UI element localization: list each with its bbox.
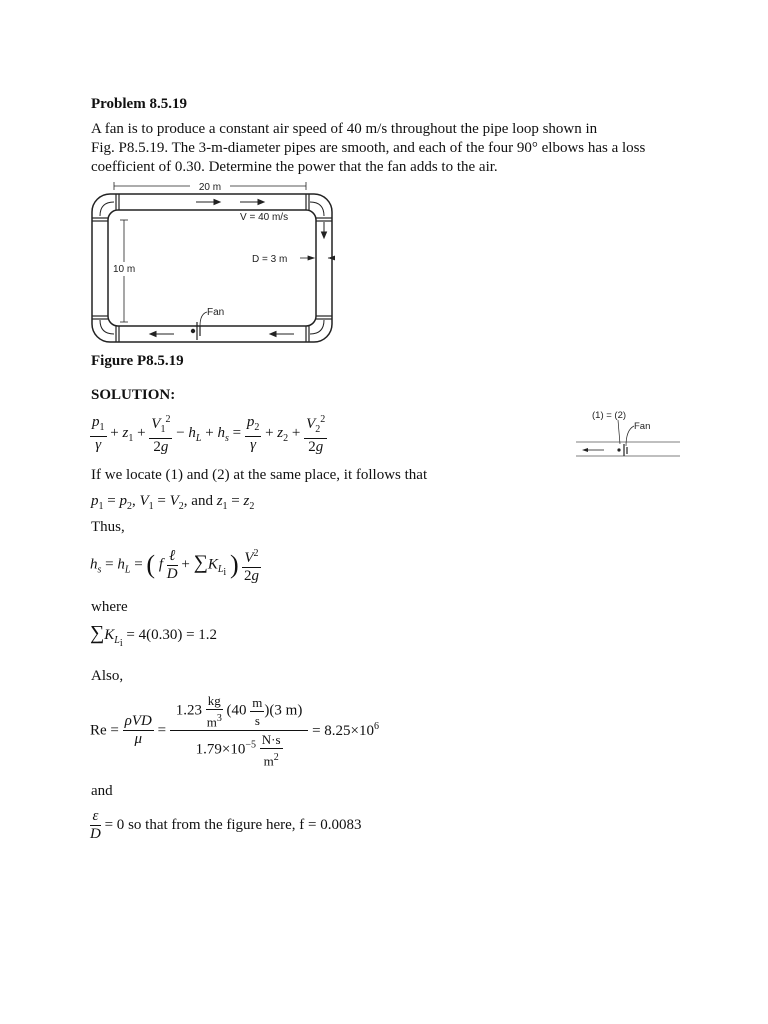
diameter-label: D = 3 m	[252, 254, 288, 265]
reynolds-equation: Re = $\frac{\text{ρVD}}{\mu}$ = 1.23 $\frac{kg}{m^3}$ (40 $\frac{m}{s}$ )(3 m) $1.79\times 10^{-5}$ $\frac{N\cdot s}{m^2}$ = $8.25\times 10^6$	[90, 693, 380, 769]
pipe-loop-figure	[90, 180, 335, 345]
re-velocity: 40	[231, 702, 247, 719]
friction-equation: $\frac{\varepsilon}{D}$ = 0 so that from the figure here, f = 0.0083	[90, 808, 362, 842]
energy-equation: $\frac{p_1}{\gamma}$ + $z_1$ + $\frac{V_1^2}{2g}$ − $h_L + h_s$ = $\frac{p_2}{\gamma}$ + $z_2$ + $\frac{V_2^2}{2g}$	[90, 411, 327, 456]
fan-detail-label: Fan	[634, 421, 651, 432]
locate-text: If we locate (1) and (2) at the same place, it follows that	[91, 467, 428, 483]
re-result-exp: 6	[374, 721, 380, 733]
fan-label: Fan	[207, 307, 225, 318]
problem-text-line-2: Fig. P8.5.19. The 3-m-diameter pipes are smooth, and each of the four 90° elbows has a loss	[91, 140, 646, 156]
thus-text: Thus,	[91, 519, 125, 535]
where-text: where	[91, 599, 128, 615]
re-viscosity: 1.79×10	[195, 741, 246, 758]
and-text: and	[91, 783, 113, 799]
head-loss-equation: $h_s = h_L$ = ( f $\frac{\text{ℓ}}{D}$ + $\sum K_{L_i}$ ) $\frac{V^2}{2g}$	[90, 545, 261, 585]
sum-k-rhs: = 4(0.30) = 1.2	[126, 627, 218, 643]
friction-text: so that from the figure here, f = 0.0083	[128, 816, 362, 833]
velocity-label: V = 40 m/s	[240, 212, 289, 223]
height-label: 10 m	[113, 264, 136, 275]
solution-heading: SOLUTION:	[91, 387, 176, 403]
re-result: = 8.25×10	[312, 723, 375, 740]
also-text: Also,	[91, 668, 124, 684]
re-viscosity-exp: −5	[245, 739, 256, 751]
problem-text-line-1: A fan is to produce a constant air speed of 40 m/s throughout the pipe loop shown in	[91, 121, 598, 137]
fan-detail-figure	[574, 408, 682, 460]
length-label: 20 m	[198, 182, 222, 193]
points-label: (1) = (2)	[592, 410, 627, 421]
problem-title: Problem 8.5.19	[91, 96, 187, 112]
re-density: 1.23	[175, 702, 203, 719]
equality-conditions: $p_1 = p_2$, $V_1 = V_2$, and $z_1 = z_2$	[91, 493, 255, 512]
figure-caption: Figure P8.5.19	[91, 353, 184, 369]
problem-text-line-3: coefficient of 0.30. Determine the power that the fan adds to the air.	[91, 159, 498, 175]
re-diameter: (3 m)	[269, 702, 303, 719]
sum-k-equation: $\sum K_{L_i} = 4(0.30) = 1.2$	[90, 622, 218, 649]
